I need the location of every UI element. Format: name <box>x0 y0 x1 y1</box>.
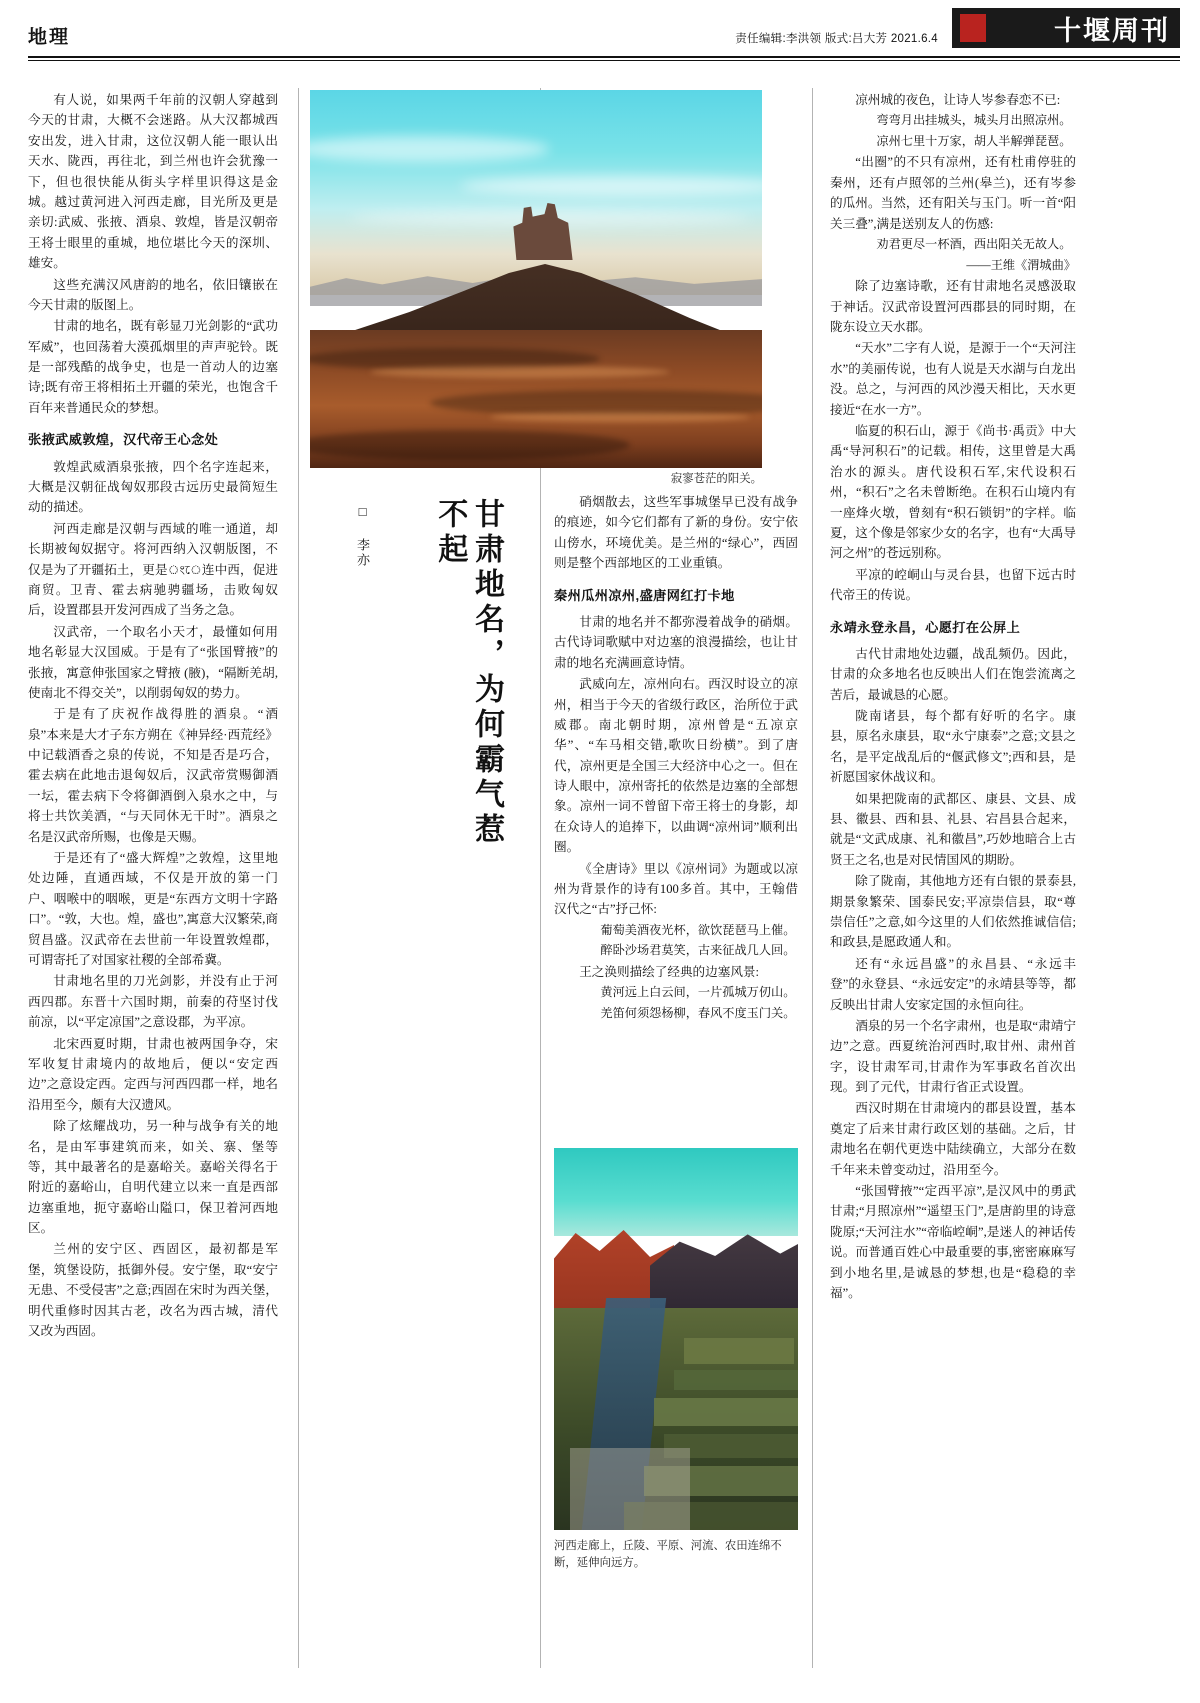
paragraph: 敦煌武威酒泉张掖，四个名字连起来，大概是汉朝征战匈奴那段古远历史最简短生动的描述。 <box>28 459 278 515</box>
section-subhead: 永靖永登永昌，心愿打在公屏上 <box>830 619 1021 635</box>
ridge-highlight <box>490 412 750 422</box>
poem-line: 醉卧沙场君莫笑，古来征战几人回。 <box>600 943 796 958</box>
paragraph: 北宋西夏时期，甘肃也被两国争夺，宋军收复甘肃境内的故地后，便以“安定西边”之意设定西。定西与河西四郡一样，地名沿用至今，颇有大汉遗风。 <box>28 1036 278 1112</box>
poem-line: 羌笛何须怨杨柳，春风不度玉门关。 <box>600 1005 796 1020</box>
paragraph: 临夏的积石山，源于《尚书·禹贡》中大禹“导河积石”的记载。相传，这里曾是大禹治水的源头。唐代设积石军,宋代设积石州，“积石”之名未曾断绝。在积石山境内有一座烽火墩，曾刻有“积石锁钥”的字样。临夏，这个像是邻家少女的名字，也有“大禹导河之州”的苍远别称。 <box>830 424 1076 561</box>
paragraph: 《全唐诗》里以《凉州词》为题或以凉州为背景作的诗有100多首。其中，王翰借汉代之“古”抒己怀: <box>554 861 798 917</box>
paragraph: 硝烟散去，这些军事城堡早已没有战争的痕迹，如今它们都有了新的身份。安宁依山傍水，环境优美。是兰州的“绿心”，西固则是整个西部地区的工业重镇。 <box>554 495 798 571</box>
paragraph: 于是还有了“盛大辉煌”之敦煌，这里地处边陲，直通西域，不仅是开放的第一门户、咽喉中的咽喉，更是“东西方文明十字路口”。“敦，大也。煌，盛也”,寓意大汉繁荣,商贸昌盛。汉武帝在去世前一年设置敦煌郡，可谓寄托了对国家社稷的全部希冀。 <box>28 851 278 967</box>
page-title: 甘肃地名，为何霸气惹不起 <box>433 498 503 848</box>
article-headline-block <box>312 498 512 858</box>
field-plot <box>674 1370 798 1390</box>
field-plot <box>654 1398 798 1426</box>
poem-attribution: ——王维《渭城曲》 <box>966 257 1076 272</box>
field-plot <box>684 1338 794 1364</box>
paragraph: 西汉时期在甘肃境内的郡县设置，基本奠定了后来甘肃行政区划的基础。之后，甘肃地名在朝代更迭中陆续确立，大部分在数千年来未曾变动过，沿用至今。 <box>830 1101 1076 1177</box>
paragraph: 兰州的安宁区、西固区，最初都是军堡，筑堡设防，抵御外侵。安宁堡，取“安宁无患、不受侵害”之意;西固在宋时为西关堡，明代重修时因其古老，改名为西古城，清代又改为西固。 <box>28 1242 278 1339</box>
paragraph: 甘肃地名里的刀光剑影，并没有止于河西四郡。东晋十六国时期，前秦的苻坚讨伐前凉，以“平定凉国”之意设郡，为平凉。 <box>28 974 278 1030</box>
masthead-rule-thin <box>28 60 1180 61</box>
paragraph: 除了炫耀战功，另一种与战争有关的地名，是由军事建筑而来，如关、寨、堡等等，其中最著名的是嘉峪关。嘉峪关得名于附近的嘉峪山，自明代建立以来一直是西部边塞重地，扼守嘉峪山隘口，保卫着河西地区。 <box>28 1119 278 1236</box>
paragraph: 王之涣则描绘了经典的边塞风景: <box>579 964 759 979</box>
poem-line: 弯弯月出挂城头，城头月出照凉州。 <box>876 113 1072 128</box>
poem-line: 黄河远上白云间，一片孤城万仞山。 <box>600 985 796 1000</box>
photo-sky <box>554 1148 798 1236</box>
publication-title: 十堰周刊 <box>1054 15 1170 46</box>
paragraph: 这些充满汉风唐韵的地名，依旧镶嵌在今天甘肃的版图上。 <box>28 277 278 312</box>
photo-hexi-corridor <box>554 1148 798 1530</box>
section-label: 地理 <box>28 27 71 48</box>
section-subhead: 张掖武威敦煌，汉代帝王心念处 <box>28 432 219 448</box>
paragraph: 除了陇南，其他地方还有白银的景泰县,期景象繁荣、国泰民安;平凉崇信县，取“尊崇信任”之意,如今这里的人们依然推诚信信;和政县,是愿政通人和。 <box>830 874 1076 950</box>
paragraph: 古代甘肃地处边疆，战乱频仍。因此，甘肃的众多地名也反映出人们在饱尝流离之苦后，最诚恳的心愿。 <box>830 646 1076 702</box>
poem-line: 劝君更尽一杯酒，西出阳关无故人。 <box>876 236 1072 251</box>
paragraph: “天水”二字有人说，是源于一个“天河注水”的美丽传说，也有人说是天水湖与白龙出没。总之，与河西的风沙漫天相比，天水更接近“在水一方”。 <box>830 341 1076 417</box>
photo-caption-bottom: 河西走廊上，丘陵、平原、河流、农田连绵不断，延伸向远方。 <box>554 1540 782 1570</box>
editor-credits: 责任编辑:李洪领 版式:吕大芳 2021.6.4 <box>735 33 938 45</box>
paragraph: 甘肃的地名并不都弥漫着战争的硝烟。古代诗词歌赋中对边塞的浪漫描绘，也让甘肃的地名充满画意诗情。 <box>554 614 798 670</box>
paragraph: 武威向左，凉州向右。西汉时设立的凉州，相当于今天的省级行政区，治所位于武威郡。南北朝时期，凉州曾是“五凉京华”、“车马相交错,歌吹日纷横”。到了唐代，凉州更是全国三大经济中心之一。但在诗人眼中，凉州寄托的依然是边塞的全部想象。凉州一词不曾留下帝王将士的身影，却在众诗人的追捧下，以曲调“凉州词”顺利出圈。 <box>554 677 798 855</box>
paragraph: “出圈”的不只有凉州，还有杜甫停驻的秦州，还有卢照邻的兰州(皋兰)，还有岑参的瓜州。当然，还有阳关与玉门。听一首“阳关三叠”,满是送别友人的伤感: <box>830 155 1076 231</box>
column-divider <box>812 88 813 1668</box>
ridge-highlight <box>370 366 670 378</box>
section-subhead: 秦州瓜州凉州,盛唐网红打卡地 <box>554 587 735 603</box>
column-divider <box>298 88 299 1668</box>
paragraph: 除了边塞诗歌，还有甘肃地名灵感汲取于神话。汉武帝设置河西郡县的同时期，在陇东设立天水郡。 <box>830 279 1076 335</box>
logo-mark-icon <box>960 14 986 42</box>
article-column-3 <box>830 90 1076 1304</box>
paragraph: 平凉的崆峒山与灵台县，也留下远古时代帝王的传说。 <box>830 567 1076 603</box>
poem-line: 凉州七里十万家，胡人半解弹琵琶。 <box>876 133 1072 148</box>
town-area <box>570 1448 690 1530</box>
article-column-1 <box>28 90 278 1342</box>
paragraph: 酒泉的另一个名字肃州，也是取“肃靖宁边”之意。西夏统治河西时,取甘州、肃州首字，设甘肃军司,甘肃作为军事政名首次出现。到了元代，甘肃行省正式设置。 <box>830 1018 1076 1095</box>
publication-logo <box>952 8 1180 48</box>
photo-caption-top: 寂寥苍茫的阳关。 <box>670 473 762 485</box>
masthead-rule <box>28 56 1180 58</box>
paragraph: 河西走廊是汉朝与西域的唯一通道，却长期被匈奴据守。将河西纳入汉朝版图，不仅是为了开疆拓土，更是ংে连中西，促进商贸。卫青、霍去病驰骋疆场，击败匈奴后，设置郡县开发河西成了当务之急。 <box>28 521 278 618</box>
paragraph: 还有“永远昌盛”的永昌县、“永远丰登”的永登县、“永远安定”的永靖县等等，都反映出甘肃人安家定国的永恒向往。 <box>830 956 1076 1012</box>
poem-line: 葡萄美酒夜光杯，欲饮琵琶马上催。 <box>600 922 796 937</box>
paragraph: 陇南诸县，每个都有好听的名字。康县，原名永康县，取“永宁康泰”之意;文县之名，是平定战乱后的“偃武修文”;西和县，是祈愿国家休战议和。 <box>830 709 1076 785</box>
photo-desert-butte <box>310 90 762 468</box>
paragraph: 凉州城的夜色，让诗人岑参春恋不已: <box>855 93 1061 107</box>
article-column-2 <box>554 492 798 1024</box>
masthead <box>0 0 1200 62</box>
byline: □ 李亦 <box>355 504 370 568</box>
paragraph: 汉武帝，一个取名小天才，最懂如何用地名彰显大汉国威。于是有了“张国臂掖”的张掖，寓意伸张国家之臂掖 (腋)，“隔断羌胡,使南北不得交关”，以削弱匈奴的势力。 <box>28 624 278 700</box>
paragraph: 甘肃的地名，既有彰显刀光剑影的“武功军威”，也回荡着大漠孤烟里的声声驼铃。既是一部残酷的战争史，也是一首动人的边塞诗;既有帝王将相拓土开疆的荣光，也饱含千百年来普通民众的梦想。 <box>28 319 278 415</box>
paragraph: 于是有了庆祝作战得胜的酒泉。“酒泉”本来是大才子东方朔在《神异经·西荒经》中记载酒香之泉的传说，不知是否是巧合，霍去病在此地击退匈奴后，汉武帝赏赐御酒一坛，霍去病下令将御酒倒入泉水之中，与将士共饮美酒，“与天同休无干时”。酒泉之名是汉武帝所赐，也像是天赐。 <box>28 707 278 844</box>
paragraph: “张国臂掖”“定西平凉”,是汉风中的勇武甘肃;“月照凉州”“遥望玉门”,是唐韵里的诗意陇原;“天河注水”“帝临崆峒”,是迷人的神话传说。而普通百姓心中最重要的事,密密麻麻写到小地名里,是诚恳的梦想,也是“稳稳的幸福”。 <box>830 1184 1076 1300</box>
paragraph: 如果把陇南的武都区、康县、文县、成县、徽县、西和县、礼县、宕昌县合起来，就是“文武成康、礼和徽昌”,巧妙地暗合上古贤王之名,也是对民情国风的期盼。 <box>830 791 1076 867</box>
paragraph: 有人说，如果两千年前的汉朝人穿越到今天的甘肃，大概不会迷路。从大汉都城西安出发，进入甘肃，这位汉朝人能一眼认出天水、陇西，再往北，到兰州也许会犹豫一下，但也很快能从街头字样里识得这是金城。越过黄河进入河西走廊，目光所及更是亲切:武威、张掖、酒泉、敦煌，皆是汉朝帝王将士眼里的重城，地位堪比今天的深圳、雄安。 <box>28 93 278 271</box>
